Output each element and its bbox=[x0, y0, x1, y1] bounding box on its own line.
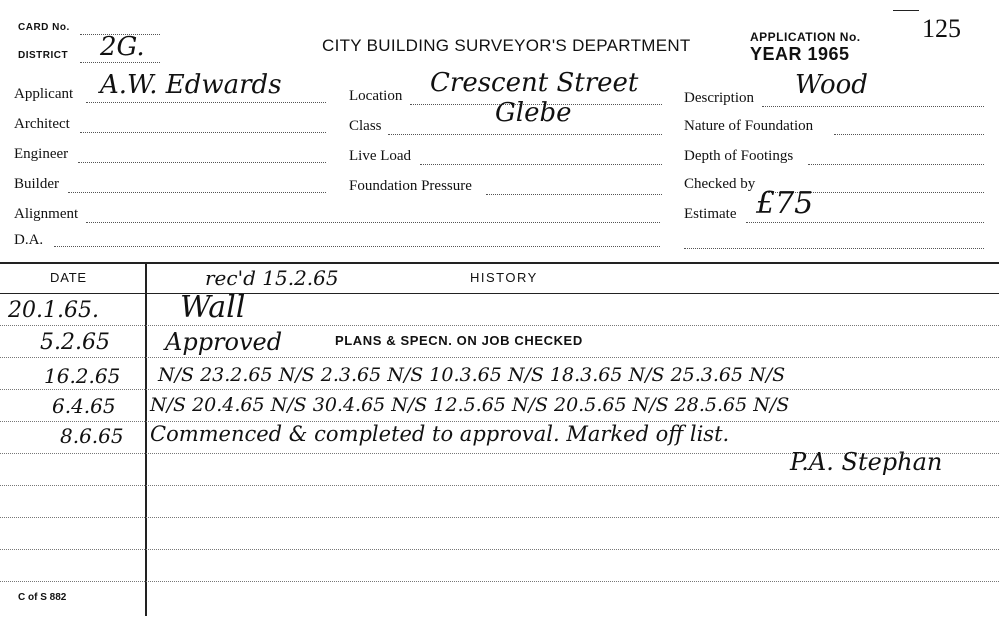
foundation-pressure-line bbox=[486, 194, 662, 195]
dash-mark bbox=[893, 10, 919, 11]
ruled-line bbox=[0, 517, 999, 518]
year-label: YEAR 1965 bbox=[750, 44, 850, 64]
history-date: 6.4.65 bbox=[52, 394, 116, 418]
applicant-line bbox=[86, 102, 326, 103]
alignment-label: Alignment bbox=[14, 206, 79, 222]
signature: P.A. Stephan bbox=[790, 448, 943, 476]
class-label: Class bbox=[349, 118, 382, 134]
builder-label: Builder bbox=[14, 176, 59, 192]
application-number: 125 bbox=[922, 14, 961, 43]
checked-stamp: PLANS & SPECN. ON JOB CHECKED bbox=[335, 333, 583, 348]
section-divider bbox=[0, 262, 999, 264]
checked-label: Checked by bbox=[684, 176, 756, 192]
department-title: CITY BUILDING SURVEYOR'S DEPARTMENT bbox=[322, 36, 691, 55]
estimate-line bbox=[746, 222, 984, 223]
applicant-label: Applicant bbox=[14, 86, 74, 102]
engineer-line bbox=[78, 162, 326, 163]
ruled-line bbox=[0, 357, 999, 358]
architect-line bbox=[80, 132, 326, 133]
class-line bbox=[388, 134, 662, 135]
ruled-line bbox=[0, 581, 999, 582]
description-label: Description bbox=[684, 90, 754, 106]
live-load-label: Live Load bbox=[349, 148, 412, 164]
ruled-line bbox=[0, 325, 999, 326]
received-note: rec'd 15.2.65 bbox=[205, 266, 339, 290]
da-line bbox=[54, 246, 660, 247]
architect-label: Architect bbox=[14, 116, 70, 132]
history-entry: Wall bbox=[180, 290, 246, 325]
card-no-label: CARD No. bbox=[18, 22, 70, 33]
ruled-line bbox=[0, 485, 999, 486]
estimate-value: £75 bbox=[756, 186, 814, 221]
ruled-line bbox=[0, 549, 999, 550]
builder-line bbox=[68, 192, 326, 193]
history-entry: N/S 20.4.65 N/S 30.4.65 N/S 12.5.65 N/S 20.5.65 N/S 28.5.65 N/S bbox=[150, 394, 790, 416]
history-date: 16.2.65 bbox=[44, 364, 121, 388]
depth-line bbox=[808, 164, 984, 165]
description-line bbox=[762, 106, 984, 107]
blank-right-line bbox=[684, 248, 984, 249]
history-header: HISTORY bbox=[470, 270, 538, 285]
nature-label: Nature of Foundation bbox=[684, 118, 814, 134]
depth-label: Depth of Footings bbox=[684, 148, 794, 164]
nature-line bbox=[834, 134, 984, 135]
application-no-label: APPLICATION No. bbox=[750, 30, 861, 44]
district-value: 2G. bbox=[100, 32, 145, 62]
history-entry: Approved bbox=[165, 328, 283, 356]
history-entry: N/S 23.2.65 N/S 2.3.65 N/S 10.3.65 N/S 18.3.65 N/S 25.3.65 N/S bbox=[158, 364, 786, 386]
form-code: C of S 882 bbox=[18, 592, 67, 603]
class-value: Glebe bbox=[495, 98, 572, 128]
history-date: 20.1.65. bbox=[8, 298, 99, 323]
ruled-line bbox=[0, 389, 999, 390]
estimate-label: Estimate bbox=[684, 206, 737, 222]
history-entry: Commenced & completed to approval. Marked off list. bbox=[150, 422, 730, 446]
district-label: DISTRICT bbox=[18, 50, 69, 61]
district-line bbox=[80, 62, 160, 63]
da-label: D.A. bbox=[14, 232, 44, 248]
history-date: 5.2.65 bbox=[40, 330, 110, 355]
header-underline bbox=[0, 293, 999, 294]
date-column-rule bbox=[145, 264, 147, 616]
live-load-line bbox=[420, 164, 662, 165]
foundation-pressure-label: Foundation Pressure bbox=[349, 178, 472, 194]
alignment-line bbox=[86, 222, 660, 223]
location-label: Location bbox=[349, 88, 403, 104]
description-value: Wood bbox=[795, 70, 868, 100]
engineer-label: Engineer bbox=[14, 146, 69, 162]
applicant-value: A.W. Edwards bbox=[100, 70, 282, 100]
date-header: DATE bbox=[50, 270, 87, 285]
history-date: 8.6.65 bbox=[60, 424, 124, 448]
location-value: Crescent Street bbox=[430, 68, 639, 98]
